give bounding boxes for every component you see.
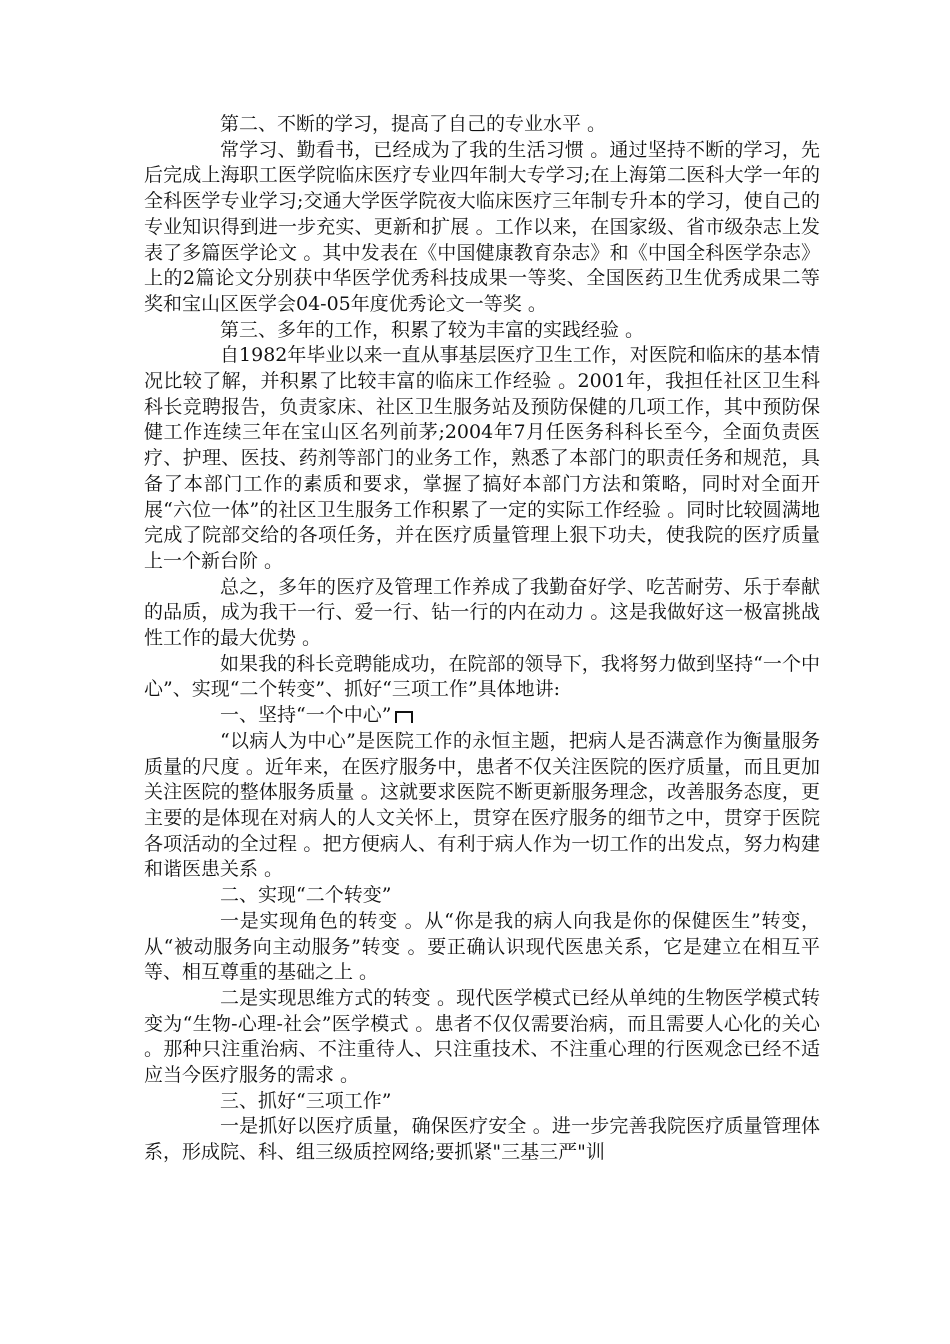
heading-center-text: 一、坚持“一个中心” bbox=[220, 704, 392, 727]
paragraph-thinking-change: 二是实现思维方式的转变 。现代医学模式已经从单纯的生物医学模式转变为“生物-心理-社会”医学模式 。患者不仅仅需要治病，而且需要人心化的关心 。那种只注重治病、不注重待人、只注重技术、不注重心理的行医观念已经不适应当今医疗服务的需求 。 bbox=[144, 986, 820, 1087]
edit-mark-icon bbox=[395, 711, 413, 723]
paragraph-heading-experience: 第三、多年的工作，积累了较为丰富的实践经验 。 bbox=[220, 318, 645, 341]
document-body bbox=[144, 112, 820, 1166]
paragraph-quality: 一是抓好以医疗质量，确保医疗安全 。进一步完善我院医疗质量管理体系，形成院、科、组三级质控网络;要抓紧"三基三严"训 bbox=[144, 1115, 820, 1164]
paragraph-role-change: 一是实现角色的转变 。从“你是我的病人向我是你的保健医生”转变，从“被动服务向主动服务”转变 。要正确认识现代医患关系，它是建立在相互平等、相互尊重的基础之上 。 bbox=[144, 909, 820, 984]
paragraph-summary: 总之，多年的医疗及管理工作养成了我勤奋好学、吃苦耐劳、乐于奉献的品质，成为我干一行、爱一行、钻一行的内在动力 。这是我做好这一极富挑战性工作的最大优势 。 bbox=[144, 575, 820, 650]
paragraph-study: 常学习、勤看书，已经成为了我的生活习惯 。通过坚持不断的学习，先后完成上海职工医学院临床医疗专业四年制大专学习;在上海第二医科大学一年的全科医学专业学习;交通大学医学院夜大临床医疗三年制专升本的学习，使自己的专业知识得到进一步充实、更新和扩展 。工作以来，在国家级、省市级杂志上发表了多篇医学论文 。其中发表在《中国健康教育杂志》和《中国全科医学杂志》上的2篇论文分别获中华医学优秀科技成果一等奖、全国医药卫生优秀成果二等奖和宝山区医学会04-05年度优秀论文一等奖 。 bbox=[144, 138, 820, 315]
paragraph-heading-center bbox=[144, 703, 820, 729]
paragraph-heading-study: 第二、不断的学习，提高了自己的专业水平 。 bbox=[220, 113, 607, 135]
paragraph-patient-center: “以病人为中心”是医院工作的永恒主题，把病人是否满意作为衡量服务质量的尺度 。近年来，在医疗服务中，患者不仅关注医院的医疗质量，而且更加关注医院的整体服务质量 。这就要求医院不断更新服务理念，改善服务态度，更主要的是体现在对病人的人文关怀上，贯穿在医疗服务的细节之中，贯穿于医院各项活动的全过程 。把方便病人、有利于病人作为一切工作的出发点，努力构建和谐医患关系 。 bbox=[144, 729, 820, 881]
paragraph-experience: 自1982年毕业以来一直从事基层医疗卫生工作，对医院和临床的基本情况比较了解，并积累了比较丰富的临床工作经验 。2001年，我担任社区卫生科科长竞聘报告，负责家床、社区卫生服务站及预防保健的几项工作，其中预防保健工作连续三年在宝山区名列前茅;2004年7月任医务科科长至今，全面负责医疗、护理、医技、药剂等部门的业务工作，熟悉了本部门的职责任务和规范，具备了本部门工作的素质和要求，掌握了搞好本部门方法和策略，同时对全面开展“六位一体”的社区卫生服务工作积累了一定的实际工作经验 。同时比较圆满地完成了院部交给的各项任务，并在医疗质量管理上狠下功夫，使我院的医疗质量上一个新台阶 。 bbox=[144, 344, 820, 572]
paragraph-heading-three-tasks: 三、抓好“三项工作” bbox=[220, 1089, 392, 1112]
paragraph-plan: 如果我的科长竞聘能成功，在院部的领导下，我将努力做到坚持“一个中心”、实现“二个转变”、抓好“三项工作”具体地讲: bbox=[144, 652, 820, 701]
paragraph-heading-transform: 二、实现“二个转变” bbox=[220, 884, 392, 907]
